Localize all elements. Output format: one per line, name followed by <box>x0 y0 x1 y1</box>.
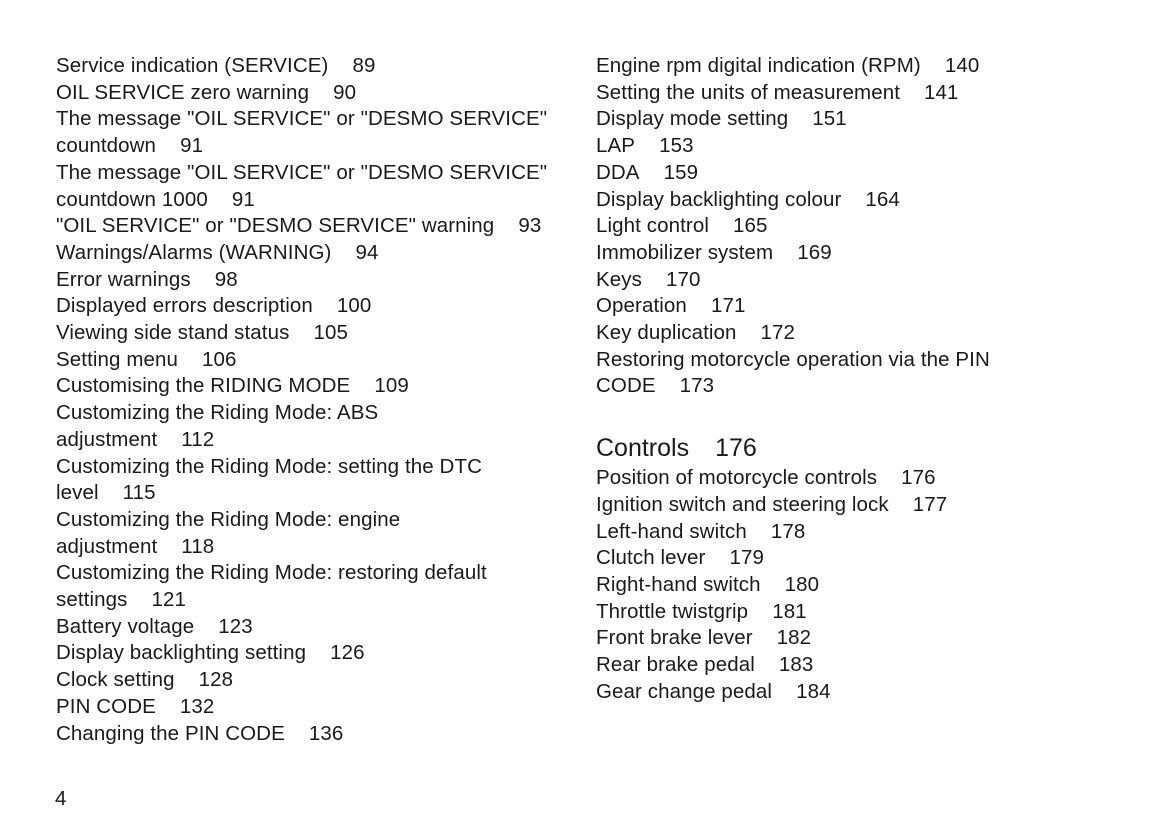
toc-entry-page: 171 <box>710 294 746 318</box>
toc-entry-text: OIL SERVICE zero warning <box>56 80 310 104</box>
toc-entry-line <box>596 465 1116 492</box>
toc-entry-text: DDA <box>596 160 640 184</box>
toc-entry <box>596 213 1116 240</box>
section-heading-page: 176 <box>715 434 757 463</box>
toc-entry-line <box>596 213 1116 240</box>
toc-entry <box>596 347 1116 400</box>
toc-entry-line <box>596 519 1116 546</box>
toc-entry-text: Display backlighting setting <box>56 641 307 665</box>
toc-left-column <box>56 53 576 747</box>
toc-entry-text: Viewing side stand status <box>56 321 290 345</box>
toc-entry-text: The message "OIL SERVICE" or "DESMO SERVICE" <box>56 160 548 184</box>
toc-entry <box>56 320 576 347</box>
toc-entry-page: 136 <box>308 721 344 745</box>
toc-entry <box>56 80 576 107</box>
toc-entry-page: 91 <box>231 187 255 211</box>
toc-entry <box>596 240 1116 267</box>
toc-entry-line <box>56 667 576 694</box>
toc-entry-page: 184 <box>796 679 831 703</box>
toc-entry-page: 115 <box>122 481 156 505</box>
toc-entry-page: 98 <box>214 267 238 291</box>
toc-entry-page: 172 <box>760 321 796 345</box>
toc-entry-text: Display mode setting <box>596 107 789 131</box>
toc-entry-line <box>56 373 576 400</box>
toc-entry-text: Keys <box>596 267 642 291</box>
toc-entry <box>596 187 1116 214</box>
toc-entry-page: 170 <box>665 267 701 291</box>
toc-entry-page: 112 <box>181 427 215 451</box>
toc-entry <box>56 694 576 721</box>
toc-entry <box>596 492 1116 519</box>
toc-entry <box>596 465 1116 492</box>
toc-entry <box>56 640 576 667</box>
toc-entry-text: Clock setting <box>56 668 175 692</box>
toc-entry-page: 181 <box>772 599 807 623</box>
toc-entry-text: countdown <box>56 134 157 158</box>
toc-entry <box>596 599 1116 626</box>
toc-entry-page: 176 <box>901 466 936 490</box>
toc-entry-text: Customizing the Riding Mode: engine <box>56 507 401 531</box>
toc-entry-line <box>56 213 576 240</box>
toc-right-column <box>596 53 1116 705</box>
toc-entry-line <box>56 133 576 160</box>
toc-entry-page: 173 <box>679 374 715 398</box>
toc-entry <box>596 519 1116 546</box>
toc-entry-text: Clutch lever <box>596 546 706 570</box>
toc-entry <box>56 507 576 560</box>
toc-entry-text: Immobilizer system <box>596 240 774 264</box>
toc-entry-page: 118 <box>181 534 215 558</box>
toc-entry-page: 126 <box>330 641 365 665</box>
toc-entry-line <box>56 80 576 107</box>
toc-entry-page: 89 <box>352 54 376 77</box>
toc-entry-page: 121 <box>151 588 186 612</box>
toc-entry-line <box>56 53 576 80</box>
toc-entry-text: Gear change pedal <box>596 679 773 703</box>
toc-entry-line <box>56 160 576 187</box>
toc-entry-page: 93 <box>518 214 542 238</box>
toc-entry-line <box>56 240 576 267</box>
toc-entry-line <box>596 572 1116 599</box>
toc-entry-line <box>56 347 576 374</box>
toc-entry-line <box>596 492 1116 519</box>
toc-entry-text: Front brake lever <box>596 626 753 650</box>
toc-entry-line <box>596 320 1116 347</box>
toc-entry-text: settings <box>56 588 128 612</box>
toc-entry-text: Battery voltage <box>56 614 195 638</box>
toc-entry <box>596 160 1116 187</box>
toc-entry <box>596 267 1116 294</box>
toc-entry <box>56 293 576 320</box>
toc-entry-text: The message "OIL SERVICE" or "DESMO SERVICE" <box>56 107 548 131</box>
toc-entry-page: 164 <box>865 187 900 211</box>
toc-entry-text: CODE <box>596 374 656 398</box>
toc-entry-text: adjustment <box>56 427 158 451</box>
toc-entry-text: Warnings/Alarms (WARNING) <box>56 240 332 264</box>
toc-entry-page: 132 <box>179 694 215 718</box>
toc-entry <box>596 625 1116 652</box>
toc-entry-page: 179 <box>729 546 764 570</box>
toc-entry <box>596 545 1116 572</box>
toc-entry-text: "OIL SERVICE" or "DESMO SERVICE" warning <box>56 214 495 238</box>
toc-entry <box>56 721 576 748</box>
toc-entry-text: Restoring motorcycle operation via the PIN <box>596 347 990 371</box>
toc-entry-text: Setting menu <box>56 347 178 371</box>
toc-entry-line <box>56 721 576 748</box>
toc-entry <box>56 400 576 453</box>
toc-entry-line <box>596 240 1116 267</box>
toc-entry-text: Error warnings <box>56 267 191 291</box>
toc-entry <box>56 667 576 694</box>
toc-entry <box>56 373 576 400</box>
toc-entry <box>56 347 576 374</box>
toc-entry <box>596 572 1116 599</box>
toc-entry-line <box>56 507 576 534</box>
toc-entry-page: 169 <box>797 240 832 264</box>
toc-entry-text: Left-hand switch <box>596 519 747 543</box>
toc-entry-text: Operation <box>596 294 687 318</box>
toc-entry <box>596 320 1116 347</box>
toc-entry-page: 100 <box>336 294 372 318</box>
toc-entry-text: Changing the PIN CODE <box>56 721 285 745</box>
toc-entry <box>596 293 1116 320</box>
toc-entry-text: Engine rpm digital indication (RPM) <box>596 54 921 77</box>
toc-controls-entries <box>596 465 1116 705</box>
toc-entry-line <box>56 400 576 427</box>
toc-entry-line <box>56 320 576 347</box>
toc-entry-page: 141 <box>924 80 959 104</box>
toc-entry-line <box>56 560 576 587</box>
toc-entry-page: 151 <box>812 107 847 131</box>
toc-entry-line <box>56 480 576 507</box>
toc-entry-text: level <box>56 481 99 505</box>
toc-entry-line <box>56 587 576 614</box>
toc-entry <box>56 240 576 267</box>
toc-entry-text: Ignition switch and steering lock <box>596 492 889 516</box>
toc-entry <box>596 652 1116 679</box>
toc-entry-text: LAP <box>596 134 636 158</box>
toc-entry-line <box>596 625 1116 652</box>
toc-entry <box>596 53 1116 80</box>
toc-entry-line <box>56 454 576 481</box>
toc-entry <box>56 454 576 507</box>
toc-entry <box>56 614 576 641</box>
toc-entry-text: Throttle twistgrip <box>596 599 749 623</box>
toc-entry-page: 94 <box>355 240 379 264</box>
toc-entry-line <box>56 267 576 294</box>
toc-entry-line <box>596 293 1116 320</box>
toc-entry-line <box>596 187 1116 214</box>
toc-entry-text: Customizing the Riding Mode: setting the DTC <box>56 454 482 478</box>
toc-entry <box>596 80 1116 107</box>
toc-entry-page: 140 <box>944 54 980 77</box>
toc-entry <box>56 267 576 294</box>
toc-entry-line <box>56 534 576 561</box>
toc-entry-text: Customizing the Riding Mode: ABS <box>56 401 379 425</box>
toc-entry-line <box>56 694 576 721</box>
toc-entry-page: 159 <box>663 160 699 184</box>
toc-entry-page: 177 <box>912 492 948 516</box>
toc-entry-text: Service indication (SERVICE) <box>56 54 329 77</box>
toc-entry-page: 180 <box>784 572 820 596</box>
toc-entry-page: 105 <box>313 321 348 345</box>
toc-entry-page: 123 <box>218 614 253 638</box>
toc-entry <box>56 106 576 159</box>
toc-entry-text: Key duplication <box>596 321 737 345</box>
toc-entry-text: Position of motorcycle controls <box>596 466 878 490</box>
toc-entry-text: Rear brake pedal <box>596 653 755 677</box>
toc-entry-text: Light control <box>596 214 709 238</box>
toc-entry <box>596 133 1116 160</box>
toc-entry-text: Customising the RIDING MODE <box>56 374 351 398</box>
toc-entry-page: 178 <box>770 519 806 543</box>
page-number: 4 <box>55 787 67 810</box>
toc-entry-line <box>56 187 576 214</box>
toc-entry-line <box>56 614 576 641</box>
toc-right-entries <box>596 53 1116 400</box>
section-heading-controls <box>596 433 1116 463</box>
toc-entry <box>56 160 576 213</box>
toc-entry-page: 183 <box>778 653 814 677</box>
toc-entry-line <box>56 293 576 320</box>
toc-entry-text: PIN CODE <box>56 694 156 718</box>
toc-entry-page: 106 <box>202 347 237 371</box>
toc-entry-text: Right-hand switch <box>596 572 761 596</box>
toc-entry-line <box>596 106 1116 133</box>
toc-entry-line <box>56 427 576 454</box>
toc-entry <box>596 106 1116 133</box>
toc-entry-text: Setting the units of measurement <box>596 80 901 104</box>
toc-entry-line <box>596 133 1116 160</box>
toc-entry <box>56 560 576 613</box>
toc-entry-page: 182 <box>776 626 812 650</box>
toc-entry-text: Customizing the Riding Mode: restoring default <box>56 561 487 585</box>
toc-entry <box>56 53 576 80</box>
toc-entry-line <box>596 373 1116 400</box>
toc-entry-page: 153 <box>659 134 694 158</box>
toc-entry-line <box>596 53 1116 80</box>
toc-entry-line <box>596 599 1116 626</box>
toc-entry-line <box>596 545 1116 572</box>
toc-entry-text: Displayed errors description <box>56 294 313 318</box>
toc-entry-line <box>596 679 1116 706</box>
toc-entry-page: 91 <box>180 134 204 158</box>
toc-entry <box>596 679 1116 706</box>
toc-entry-line <box>596 80 1116 107</box>
toc-entry-line <box>56 106 576 133</box>
toc-entry-text: Display backlighting colour <box>596 187 842 211</box>
toc-entry-line <box>596 347 1116 374</box>
toc-entry <box>56 213 576 240</box>
toc-entry-line <box>56 640 576 667</box>
toc-entry-line <box>596 652 1116 679</box>
toc-entry-line <box>596 267 1116 294</box>
toc-entry-text: countdown 1000 <box>56 187 208 211</box>
toc-entry-page: 128 <box>198 668 234 692</box>
toc-entry-line <box>596 160 1116 187</box>
toc-entry-text: adjustment <box>56 534 158 558</box>
toc-entry-page: 109 <box>374 374 409 398</box>
toc-entry-page: 90 <box>333 80 357 104</box>
toc-entry-page: 165 <box>732 214 768 238</box>
section-heading-title: Controls <box>596 434 690 463</box>
